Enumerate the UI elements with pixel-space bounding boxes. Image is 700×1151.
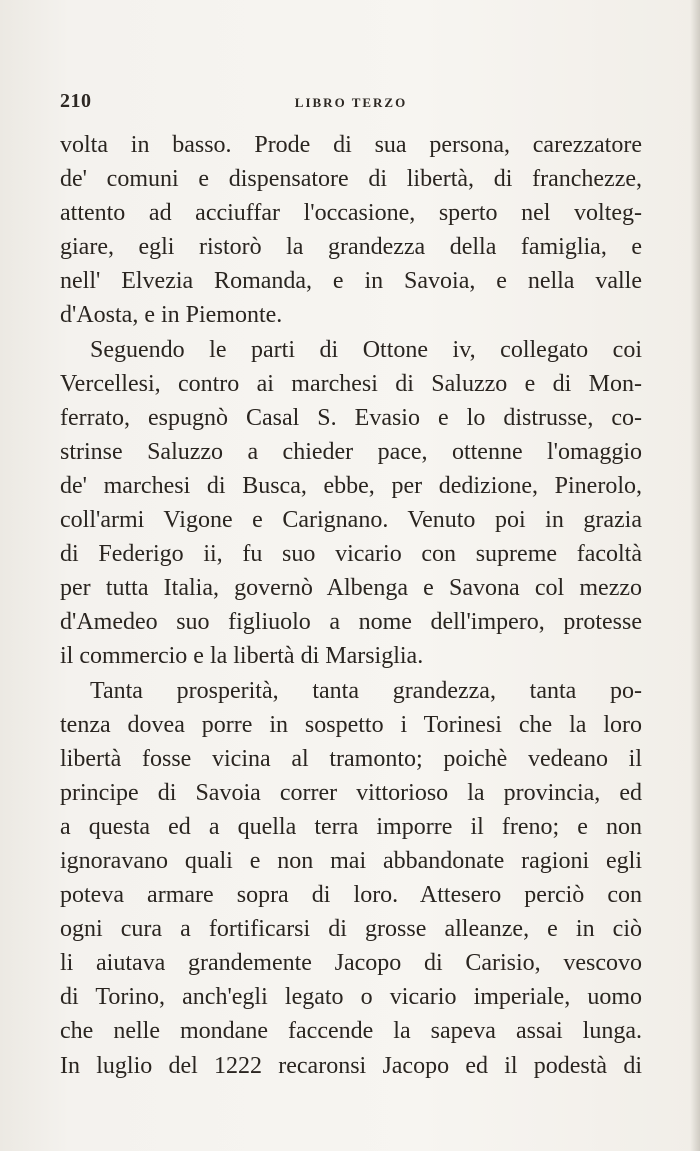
text-line: di Torino, anch'egli legato o vicario imperiale, uomo — [60, 984, 642, 1011]
text-line: ferrato, espugnò Casal S. Evasio e lo distrusse, co- — [60, 404, 642, 431]
text-line: nell' Elvezia Romanda, e in Savoia, e nella valle — [60, 268, 642, 295]
running-head: LIBRO TERZO — [294, 95, 408, 110]
body-text — [60, 128, 642, 1083]
text-line: a questa ed a quella terra imporre il freno; e non — [60, 813, 642, 840]
text-line: ogni cura a fortificarsi di grosse alleanze, e in ciò — [60, 916, 642, 943]
text-line: ignoravano quali e non mai abbandonate ragioni egli — [60, 847, 642, 874]
text-line: li aiutava grandemente Jacopo di Carisio, vescovo — [60, 950, 642, 977]
text-line: poteva armare sopra di loro. Attesero perciò con — [60, 882, 642, 909]
paragraph-1 — [60, 128, 642, 333]
text-line: de' comuni e dispensatore di libertà, di franchezze, — [60, 166, 642, 193]
text-line: il commercio e la libertà di Marsiglia. — [60, 643, 424, 670]
page-edge-shadow — [690, 0, 700, 1151]
text-line: coll'armi Vigone e Carignano. Venuto poi in grazia — [60, 507, 642, 534]
text-line: de' marchesi di Busca, ebbe, per dedizione, Pinerolo, — [60, 472, 642, 499]
page-number: 210 — [60, 90, 92, 112]
text-line: di Federigo ii, fu suo vicario con supreme facoltà — [60, 541, 642, 568]
text-line: che nelle mondane faccende la sapeva assai lunga. — [60, 1018, 642, 1045]
text-line: Tanta prosperità, tanta grandezza, tanta po- — [90, 677, 642, 704]
text-line: strinse Saluzzo a chieder pace, ottenne l'omaggio — [60, 438, 642, 465]
text-line: attento ad acciuffar l'occasione, sperto nel volteg- — [60, 200, 642, 227]
text-line: tenza dovea porre in sospetto i Torinesi che la loro — [60, 711, 642, 738]
text-line: volta in basso. Prode di sua persona, carezzatore — [60, 132, 642, 158]
text-line: d'Aosta, e in Piemonte. — [60, 302, 283, 329]
paragraph-3 — [60, 674, 642, 1083]
text-line: d'Amedeo suo figliuolo a nome dell'impero, protesse — [60, 609, 642, 636]
page-header — [60, 90, 642, 116]
text-line: principe di Savoia correr vittorioso la provincia, ed — [60, 779, 642, 806]
text-line: libertà fosse vicina al tramonto; poichè vedeano il — [60, 745, 642, 772]
text-line: per tutta Italia, governò Albenga e Savona col mezzo — [60, 575, 642, 602]
paragraph-2 — [60, 333, 642, 674]
text-line: In luglio del 1222 recaronsi Jacopo ed il podestà di — [60, 1052, 642, 1079]
text-line: giare, egli ristorò la grandezza della famiglia, e — [60, 234, 642, 261]
text-line: Seguendo le parti di Ottone iv, collegato coi — [90, 336, 642, 363]
text-line: Vercellesi, contro ai marchesi di Saluzzo e di Mon- — [60, 370, 642, 397]
